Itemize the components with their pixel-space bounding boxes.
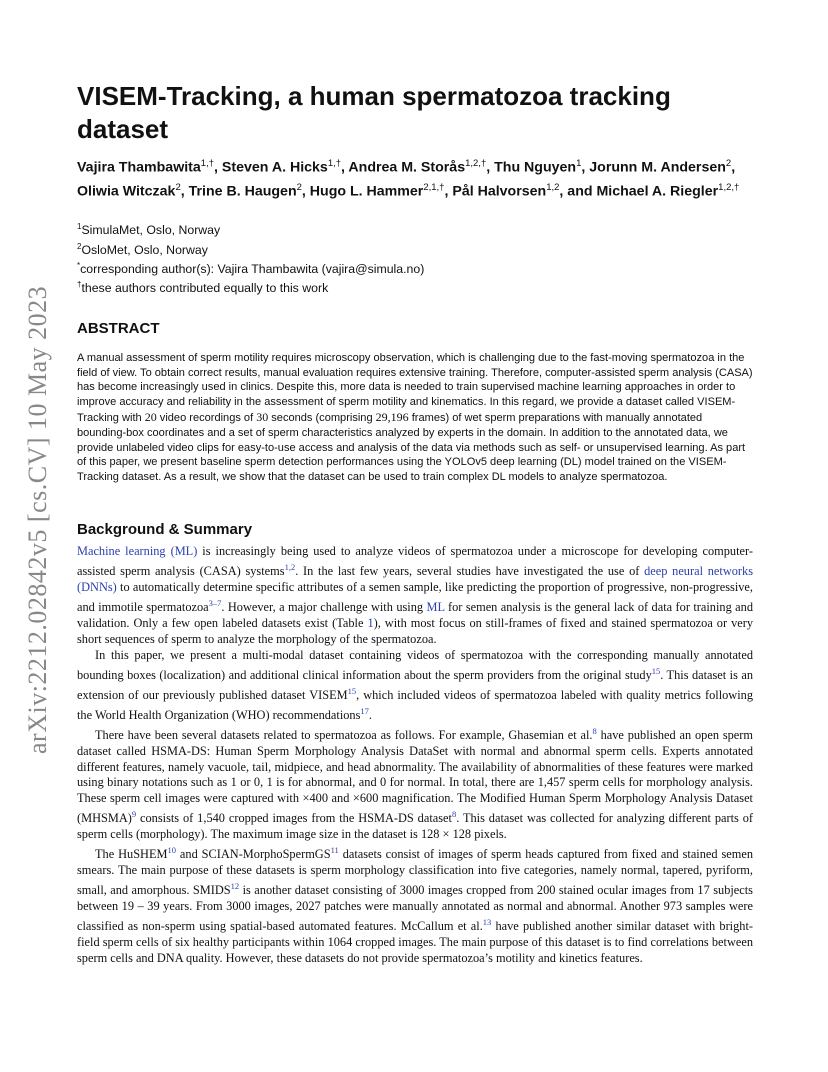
author-name: , Jorunn M. Andersen [581,159,726,176]
author-name: , Pål Halvorsen [444,183,547,200]
text-run: have published another similar dataset with bright-field sperm cells of six healthy participants within 1064 cropped images. The main purpose of this dataset is to find correlations between sperm cells and DNA quality. However, these datasets do not provide spermatozoa’s motility and kinetics features. [77,919,753,965]
citation-link[interactable]: 8 [592,725,597,736]
citation-link[interactable]: 17 [360,705,369,716]
affiliation-mark: † [77,279,82,289]
text-run: . However, a major challenge with using [221,599,427,614]
acronym-link[interactable]: ML [426,599,445,614]
affiliation-mark: 1 [77,222,82,232]
citation-link[interactable]: 15 [347,685,357,696]
abstract-number: 29,196 [375,410,409,425]
text-run: ), with most focus on still-frames of fixed and stained spermatozoa or very short sequences of sperm to analyze the morphology of the spermatozoa. [77,615,754,646]
citation-link[interactable]: 13 [482,917,492,928]
author-name: , Steven A. Hicks [214,159,328,176]
text-run: . This dataset is an extension of our previously published dataset VISEM [77,667,753,702]
acronym-link[interactable]: deep neural networks (DNNs) [77,564,753,594]
author-affil: 2 [725,158,732,169]
author-list [77,154,753,201]
affiliation-mark: 2 [77,241,82,251]
author-affil: 2 [175,181,181,193]
citation-link[interactable]: 12 [230,881,240,892]
affiliation-text: SimulaMet, Oslo, Norway [81,223,221,238]
author-affil: 1 [576,158,582,169]
section-body [77,544,753,967]
paper-page [77,80,753,967]
author-affil: 2,1,† [423,181,445,193]
author-name: , Oliwia Witczak [77,159,736,200]
text-run: have published an open sperm dataset called HSMA-DS: Human Sperm Morphology Analysis DataSet with normal and abnormal sperm cells. Experts annotated different features, namely vacuole, tail, midpiece, and head abnormality. The availability of abnormalities of these features were marked using binary notations such as 1 or 0, 1 is for abnormal, and 0 for normal. In total, there are 1,457 sperm cells for morphology analysis. These sperm cell images were captured with ×400 and ×600 magnification. The Modified Human Sperm Morphology Analysis Dataset (MHSMA) [77,727,754,826]
acronym-link[interactable]: Machine learning (ML) [77,544,198,559]
text-run: is another dataset consisting of 3000 images cropped from 200 stained ocular images from 17 subjects between 19 – 39 years. From 3000 images, 2027 patches were manually annotated as normal and abnormal. Another 973 samples were classified as non-sperm using spatial-based automated features. McCallum et al. [77,883,753,934]
text-run: . This dataset was collected for analyzing different parts of sperm cells (morphology). The maximum image size in the dataset is 128 × 128 pixels. [77,811,753,842]
text-run: . In the last few years, several studies have investigated the use of [295,564,645,579]
text-run: There have been several datasets related to spermatozoa as follows. For example, Ghasemian et al. [95,727,593,742]
affiliation-text: these authors contributed equally to this work [81,280,329,295]
affiliation-line [77,258,753,277]
affiliation-mark: * [77,260,81,270]
text-run: to automatically determine specific attributes of a semen sample, like predicting the proportion of progressive, non-progressive, and immotile spermatozoa [77,579,753,614]
abstract-part: A manual assessment of sperm motility requires microscopy observation, which is challenging due to the fast-moving spermatozoa in the field of view. To obtain correct results, manual evaluation requires extensive training. Therefore, computer-assisted sperm analysis (CASA) has become increasingly used in clinics. Despite this, more data is needed to train supervised machine learning approaches in order to improve accuracy and reliability in the assessment of sperm motility and kinematics. In this regard, we provide a dataset called VISEM-Tracking with [77,351,753,425]
affiliation-line [77,239,753,258]
abstract-text [77,351,753,485]
text-run: . [368,707,372,722]
abstract-number: 20 [144,410,157,425]
text-run: consists of 1,540 cropped images from the HSMA-DS dataset [136,811,452,826]
abstract-part: video recordings of [156,412,257,425]
text-run: datasets consist of images of sperm heads captured from fixed and stained semen smears. The main purpose of these datasets is sperm morphology classification into five categories, namely normal, tapered, pyriform, small, and amorphous. SMIDS [77,847,753,898]
table-link[interactable]: 1 [367,615,374,630]
author-name: , Hugo L. Hammer [301,183,424,200]
author-name: Vajira Thambawita [77,159,201,176]
author-affil: 1,2 [546,181,560,193]
author-name: , Andrea M. Storås [341,159,466,176]
author-affil: 1,2,† [718,181,740,193]
paragraph [77,544,753,648]
affiliations [77,219,753,295]
abstract-part: frames) of wet sperm preparations with manually annotated bounding-box coordinates and a set of sperm characteristics analyzed by experts in the domain. In addition to the annotated data, we provide unlabeled video clips for easy-to-use access and analysis of the data via methods such as self- or unsupervised learning. As part of this paper, we present baseline sperm detection performances using the YOLOv5 deep learning (DL) model trained on the VISEM-Tracking dataset. As a result, we show that the dataset can be used to train complex DL models to analyze spermatozoa. [77,412,746,484]
abstract-number: 30 [256,410,269,425]
citation-link[interactable]: 3–7 [208,597,222,608]
author-name: , Thu Nguyen [486,159,577,176]
section-heading: Background & Summary [77,521,253,539]
citation-link[interactable]: 11 [330,845,339,856]
paragraph [77,724,753,844]
text-run: is increasingly being used to analyze videos of spermatozoa under a microscope for developing computer-assisted sperm analysis (CASA) systems [77,544,753,579]
author-affil: 1,† [327,158,342,169]
affiliation-line [77,277,753,296]
citation-link[interactable]: 15 [651,665,661,676]
text-run: In this paper, we present a multi-modal dataset containing videos of spermatozoa with the corresponding manually annotated bounding boxes (localization) and additional clinical information about the sperm providers from the original study [77,647,753,682]
citation-link[interactable]: 1,2 [284,561,296,572]
abstract-heading: ABSTRACT [77,319,160,337]
author-affil: 2 [296,181,302,193]
arxiv-identifier: arXiv:2212.02842v5 [cs.CV] 10 May 2023 [23,285,52,755]
author-name: , and Michael A. Riegler [559,183,719,200]
affiliation-text: corresponding author(s): Vajira Thambawita (vajira@simula.no) [80,261,425,276]
text-run: for semen analysis is the general lack of data for training and validation. Only a few open labeled datasets exist (Table [77,599,753,630]
abstract-part: seconds (comprising [268,412,376,425]
citation-link[interactable]: 8 [451,809,457,820]
paragraph [77,843,753,967]
author-affil: 1,2,† [465,158,487,169]
citation-link[interactable]: 9 [131,809,137,820]
affiliation-text: OsloMet, Oslo, Norway [81,242,208,257]
paragraph [77,648,753,724]
paper-title: VISEM-Tracking, a human spermatozoa tracking dataset [77,81,671,144]
author-name: , Trine B. Haugen [180,183,297,200]
text-run: The HuSHEM [95,847,168,862]
text-run: , which included videos of spermatozoa labeled with quality metrics following the World Health Organization (WHO) recommendations [77,687,753,722]
text-run: and SCIAN-MorphoSpermGS [176,847,331,862]
citation-link[interactable]: 10 [167,845,176,856]
author-affil: 1,† [200,158,215,169]
affiliation-line [77,219,753,238]
